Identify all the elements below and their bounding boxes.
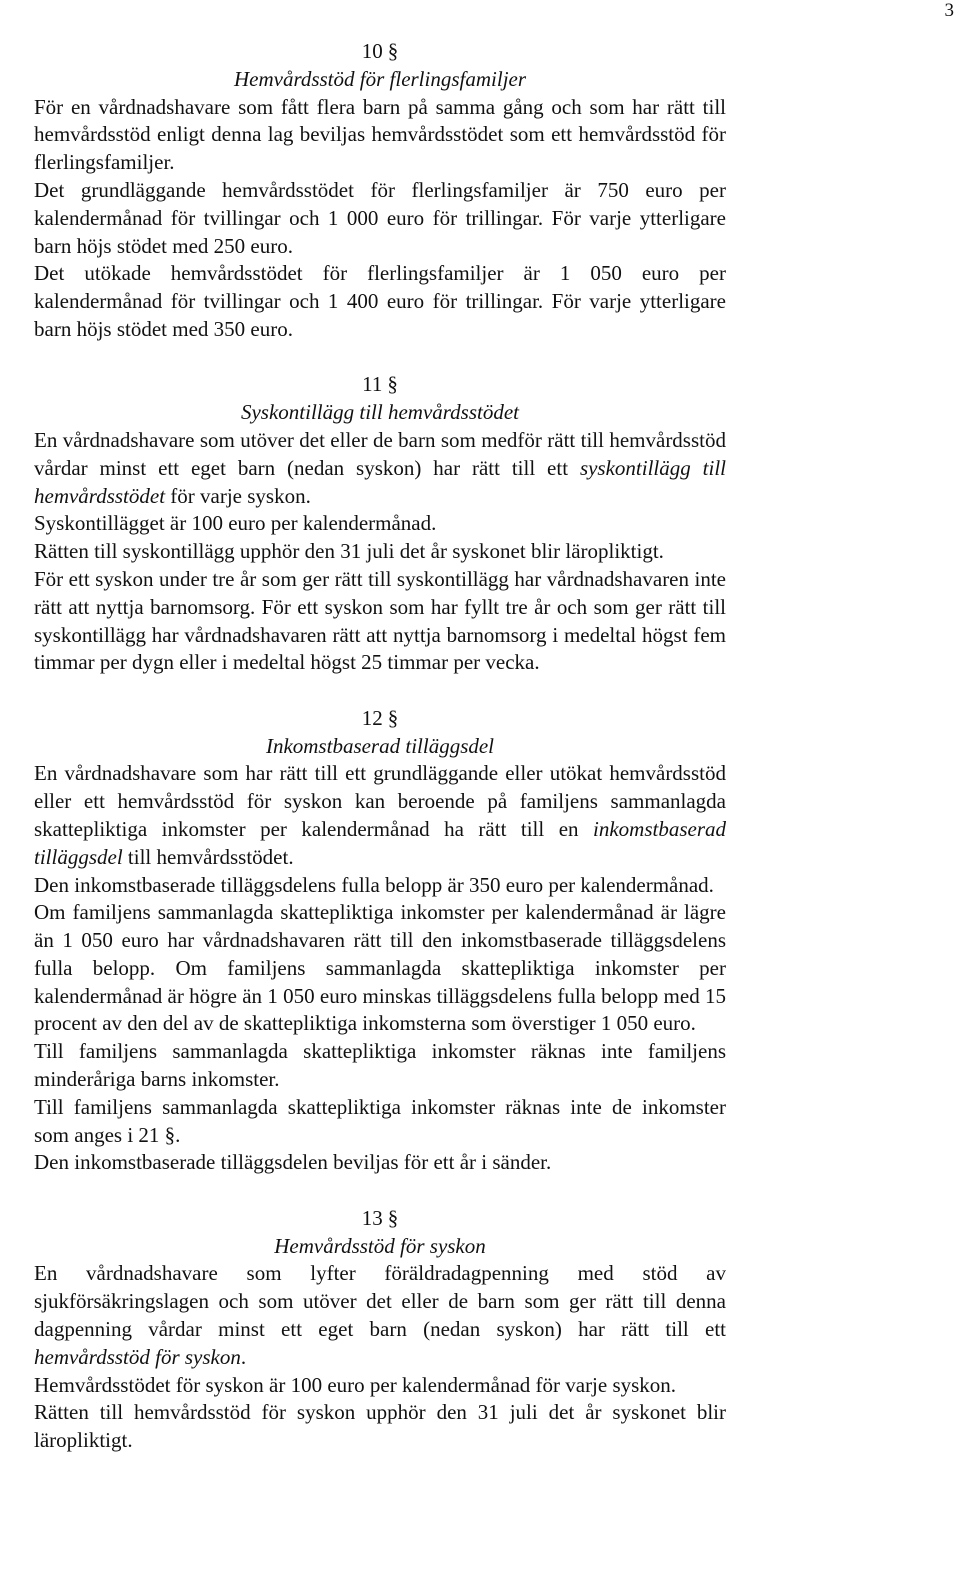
- defined-term: syskontillägg till hemvårdsstödet: [34, 455, 726, 508]
- paragraph: Den inkomstbaserade tilläggsdelen beviljas för ett år i sänder.: [34, 1150, 552, 1175]
- section-symbol: §: [387, 705, 399, 730]
- section-number-value: 10: [361, 39, 383, 63]
- section-11: [34, 371, 726, 677]
- paragraph-text: En vårdnadshavare som har rätt till ett grundläggande eller utökat hemvårdsstöd eller ett hemvårdsstöd för syskon kan beroende på familjens sammanlagda skattepliktiga inkomster per kalendermånad ha rätt till en: [34, 761, 726, 841]
- section-title: Hemvårdsstöd för flerlingsfamiljer: [233, 66, 527, 91]
- section-number: [34, 1205, 726, 1233]
- section-title: Syskontillägg till hemvårdsstödet: [240, 400, 520, 425]
- paragraph-text: En vårdnadshavare som lyfter föräldradagpenning med stöd av sjukförsäkringslagen och som utöver det eller de barn som ger rätt till denna dagpenning vårdar minst ett eget barn (nedan syskon) har rätt till ett: [34, 1261, 726, 1342]
- section-number: [34, 38, 726, 66]
- paragraph-text: till hemvårdsstödet.: [122, 844, 294, 869]
- section-number: [34, 705, 726, 733]
- paragraph: För ett syskon under tre år som ger rätt till syskontillägg har vårdnadshavaren inte rätt att nyttja barnomsorg. För ett syskon som har fyllt tre år och som ger rätt till syskontillägg har vårdnadshavaren rätt att nyttja barnomsorg i medeltal högst fem timmar per dygn eller i medeltal högst 25 timmar per vecka.: [34, 566, 726, 675]
- section-13: [34, 1205, 726, 1455]
- section-number-value: 11: [362, 372, 383, 397]
- paragraph: Till familjens sammanlagda skattepliktiga inkomster räknas inte familjens minderåriga barns inkomster.: [34, 1039, 726, 1092]
- paragraph-text: .: [240, 1344, 247, 1369]
- section-12: [34, 705, 726, 1178]
- section-number: [34, 371, 726, 399]
- section-number-value: 13: [361, 1205, 383, 1230]
- paragraph: Till familjens sammanlagda skattepliktiga inkomster räknas inte de inkomster som anges i 21 §.: [34, 1094, 726, 1147]
- paragraph: Den inkomstbaserade tilläggsdelens fulla belopp är 350 euro per kalendermånad.: [34, 872, 714, 897]
- paragraph: [34, 1260, 726, 1371]
- page-number: 3: [944, 0, 954, 21]
- defined-term: inkomstbaserad tilläggsdel: [34, 816, 726, 869]
- paragraph-text: för varje syskon.: [165, 483, 311, 508]
- section-number-value: 12: [361, 705, 383, 730]
- paragraph: [34, 760, 726, 871]
- paragraph: Hemvårdsstödet för syskon är 100 euro per kalendermånad för varje syskon.: [34, 1372, 677, 1397]
- section-symbol: §: [387, 372, 398, 397]
- document-body: [34, 38, 726, 1455]
- defined-term: hemvårdsstöd för syskon: [34, 1344, 241, 1369]
- paragraph: [34, 427, 726, 510]
- paragraph: Rätten till hemvårdsstöd för syskon upphör den 31 juli det år syskonet blir läropliktigt.: [34, 1400, 726, 1453]
- paragraph: Det grundläggande hemvårdsstödet för flerlingsfamiljer är 750 euro per kalendermånad för tvillingar och 1 000 euro för trillingar. För varje ytterligare barn höjs stödet med 250 euro.: [34, 177, 726, 258]
- paragraph: Syskontillägget är 100 euro per kalendermånad.: [34, 511, 437, 536]
- paragraph: Om familjens sammanlagda skattepliktiga inkomster per kalendermånad är lägre än 1 050 euro har vårdnadshavaren rätt till den inkomstbaserade tilläggsdelens fulla belopp. Om familjens sammanlagda skattepliktiga inkomster per kalendermånad är högre än 1 050 euro minskas tilläggsdelens fulla belopp med 15 procent av den del av de skattepliktiga inkomsterna som överstiger 1 050 euro.: [34, 900, 726, 1036]
- section-symbol: §: [387, 1205, 399, 1230]
- paragraph: Rätten till syskontillägg upphör den 31 juli det år syskonet blir läropliktigt.: [34, 539, 664, 564]
- paragraph-text: En vårdnadshavare som utöver det eller de barn som medför rätt till hemvårdsstöd vårdar minst ett eget barn (nedan syskon) har rätt till ett: [34, 427, 726, 480]
- section-title: Hemvårdsstöd för syskon: [274, 1233, 486, 1258]
- section-10: [34, 38, 726, 344]
- section-title: Inkomstbaserad tilläggsdel: [265, 733, 495, 758]
- section-symbol: §: [387, 39, 399, 63]
- paragraph: Det utökade hemvårdsstödet för flerlingsfamiljer är 1 050 euro per kalendermånad för tvillingar och 1 400 euro för trillingar. För varje ytterligare barn höjs stödet med 350 euro.: [34, 261, 726, 341]
- paragraph: För en vårdnadshavare som fått flera barn på samma gång och som har rätt till hemvårdsstöd enligt denna lag beviljas hemvårdsstödet som ett hemvårdsstöd för flerlingsfamiljer.: [34, 94, 726, 175]
